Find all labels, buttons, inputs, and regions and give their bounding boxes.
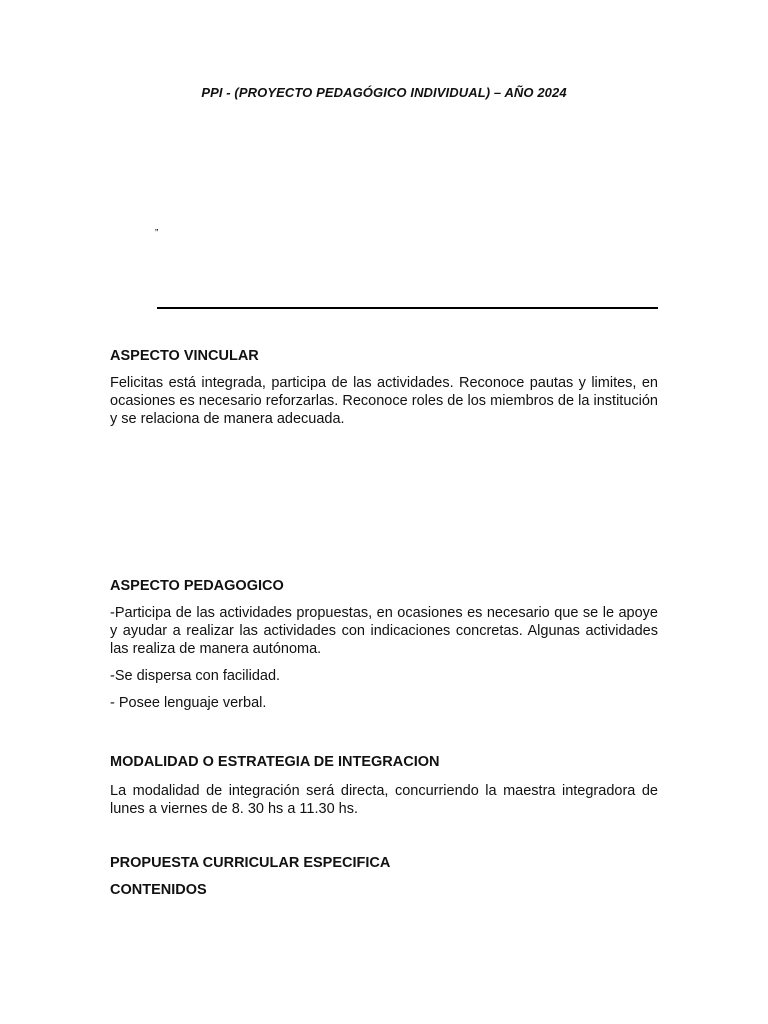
section-paragraph: Felicitas está integrada, participa de las actividades. Reconoce pautas y limites, en ocasiones es necesario reforzarlas. Reconoce roles de los miembros de la institución y se relaciona de manera adecuada.	[110, 375, 658, 427]
section-paragraph: -Se dispersa con facilidad.	[110, 668, 281, 684]
document-title: PPI - (PROYECTO PEDAGÓGICO INDIVIDUAL) – AÑO 2024	[201, 85, 567, 100]
section-heading: ASPECTO VINCULAR	[110, 348, 259, 364]
section-heading: MODALIDAD O ESTRATEGIA DE INTEGRACION	[110, 754, 440, 770]
section-modalidad-integracion	[110, 753, 658, 818]
section-aspecto-vincular	[110, 347, 658, 428]
horizontal-divider	[157, 307, 658, 309]
section-paragraph: La modalidad de integración será directa, concurriendo la maestra integradora de lunes a viernes de 8. 30 hs a 11.30 hs.	[110, 783, 658, 817]
section-heading: ASPECTO PEDAGOGICO	[110, 578, 284, 594]
section-aspecto-pedagogico	[110, 577, 658, 712]
section-paragraph: -Participa de las actividades propuestas, en ocasiones es necesario que se le apoye y ayudar a realizar las actividades con indicaciones concretas. Algunas actividades las realiza de manera autónoma.	[110, 605, 658, 657]
quote-mark: „	[155, 222, 159, 233]
section-propuesta-curricular	[110, 854, 658, 899]
section-subheading: CONTENIDOS	[110, 882, 207, 898]
section-heading: PROPUESTA CURRICULAR ESPECIFICA	[110, 855, 391, 871]
section-paragraph: - Posee lenguaje verbal.	[110, 695, 267, 711]
